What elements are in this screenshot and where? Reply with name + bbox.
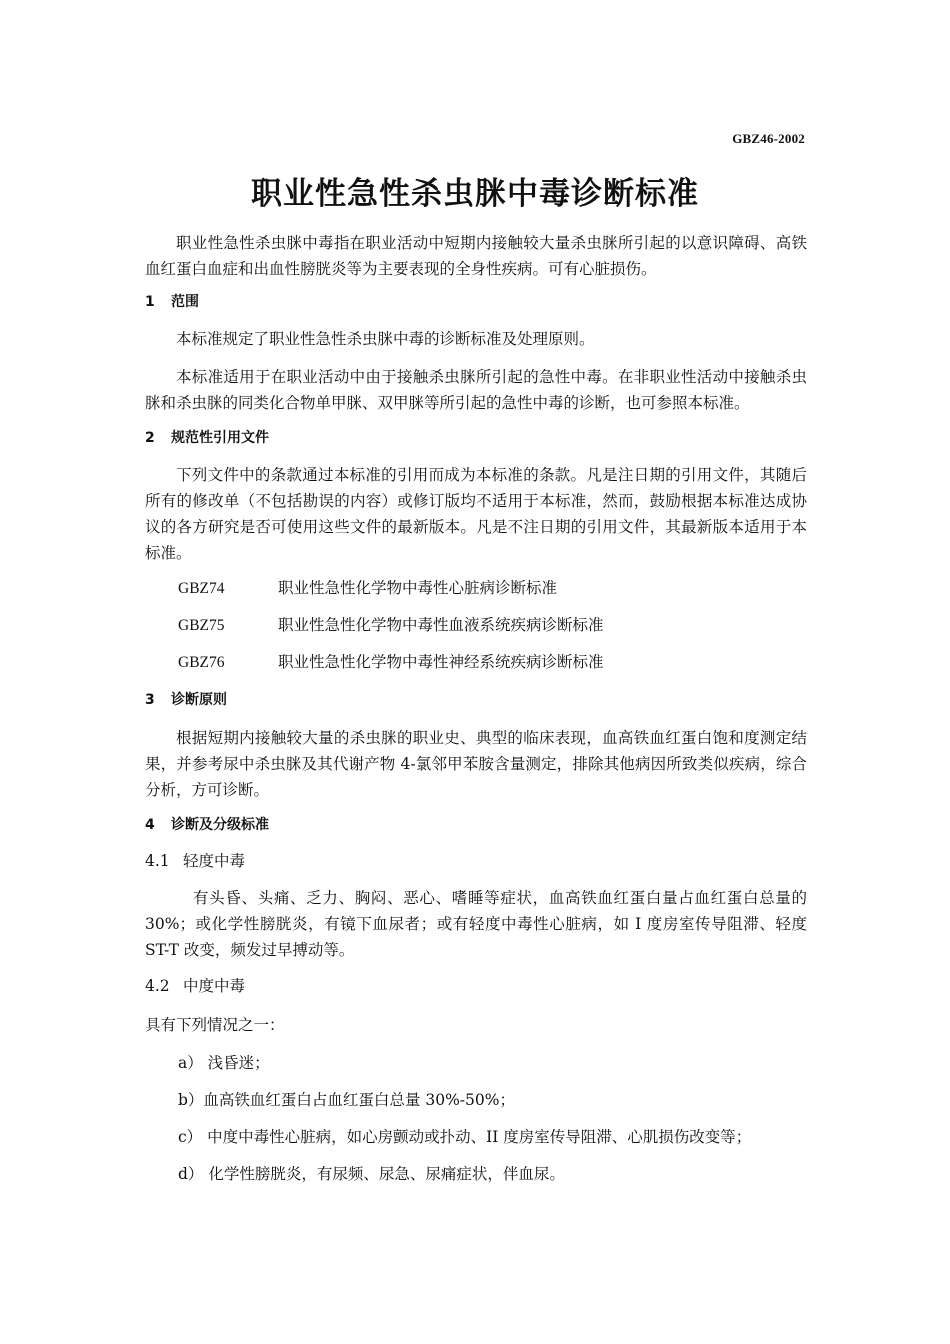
subsection-4-2-lead: 具有下列情况之一： [145,1016,285,1034]
section-title: 规范性引用文件 [171,430,269,446]
reference-item [178,578,557,599]
section-number: 1 [145,294,155,310]
reference-code: GBZ76 [178,654,225,671]
section-number: 3 [145,692,155,708]
subsection-4-2-heading [145,976,245,996]
section-2-paragraph-1: 下列文件中的条款通过本标准的引用而成为本标准的条款。凡是注日期的引用文件，其随后所有的修改单（不包括勘误的内容）或修订版均不适用于本标准，然而，鼓励根据本标准达成协议的各方研究是否可使用这些文件的最新版本。凡是不注日期的引用文件，其最新版本适用于本标准。 [145,466,807,562]
subsection-4-1-paragraph: 有头昏、头痛、乏力、胸闷、恶心、嗜睡等症状，血高铁血红蛋白量占血红蛋白总量的 30%；或化学性膀胱炎，有镜下血尿者；或有轻度中毒性心脏病，如 I 度房室传导阻滞、轻度 ST-T 改变，频发过早搏动等。 [145,889,807,959]
intro-paragraph: 职业性急性杀虫脒中毒指在职业活动中短期内接触较大量杀虫脒所引起的以意识障碍、高铁血红蛋白血症和出血性膀胱炎等为主要表现的全身性疾病。可有心脏损伤。 [145,234,807,278]
subsection-4-1-heading [145,851,245,871]
section-title: 诊断原则 [171,692,227,708]
subsection-number: 4.1 [145,852,170,870]
standard-code: GBZ46-2002 [732,131,805,146]
list-item: b）血高铁血红蛋白占血红蛋白总量 30%-50%； [178,1091,515,1109]
section-3-paragraph-1: 根据短期内接触较大量的杀虫脒的职业史、典型的临床表现，血高铁血红蛋白饱和度测定结果，并参考尿中杀虫脒及其代谢产物 4-氯邻甲苯胺含量测定，排除其他病因所致类似疾病，综合分析，方可诊断。 [145,729,807,799]
list-item: d） 化学性膀胱炎，有尿频、尿急、尿痛症状，伴血尿。 [178,1165,565,1183]
reference-item [178,615,604,636]
section-3-heading [145,690,227,710]
section-1-paragraph-2: 本标准适用于在职业活动中由于接触杀虫脒所引起的急性中毒。在非职业性活动中接触杀虫脒和杀虫脒的同类化合物单甲脒、双甲脒等所引起的急性中毒的诊断，也可参照本标准。 [145,368,807,412]
reference-title: 职业性急性化学物中毒性心脏病诊断标准 [278,579,558,597]
subsection-number: 4.2 [145,977,170,995]
list-item: c） 中度中毒性心脏病，如心房颤动或扑动、II 度房室传导阻滞、心肌损伤改变等； [178,1128,752,1146]
reference-code: GBZ75 [178,617,225,634]
list-item: a） 浅昏迷； [178,1054,270,1072]
section-number: 2 [145,430,155,446]
section-title: 范围 [171,294,199,310]
reference-code: GBZ74 [178,580,225,597]
reference-title: 职业性急性化学物中毒性神经系统疾病诊断标准 [278,653,604,671]
reference-item [178,652,604,673]
section-title: 诊断及分级标准 [171,817,269,833]
subsection-title: 轻度中毒 [183,852,246,870]
subsection-title: 中度中毒 [183,977,246,995]
section-1-paragraph-1: 本标准规定了职业性急性杀虫脒中毒的诊断标准及处理原则。 [176,330,595,348]
reference-title: 职业性急性化学物中毒性血液系统疾病诊断标准 [278,616,604,634]
section-2-heading [145,428,269,448]
section-number: 4 [145,817,155,833]
section-1-heading [145,292,199,312]
document-title: 职业性急性杀虫脒中毒诊断标准 [251,176,699,212]
section-4-heading [145,815,269,835]
